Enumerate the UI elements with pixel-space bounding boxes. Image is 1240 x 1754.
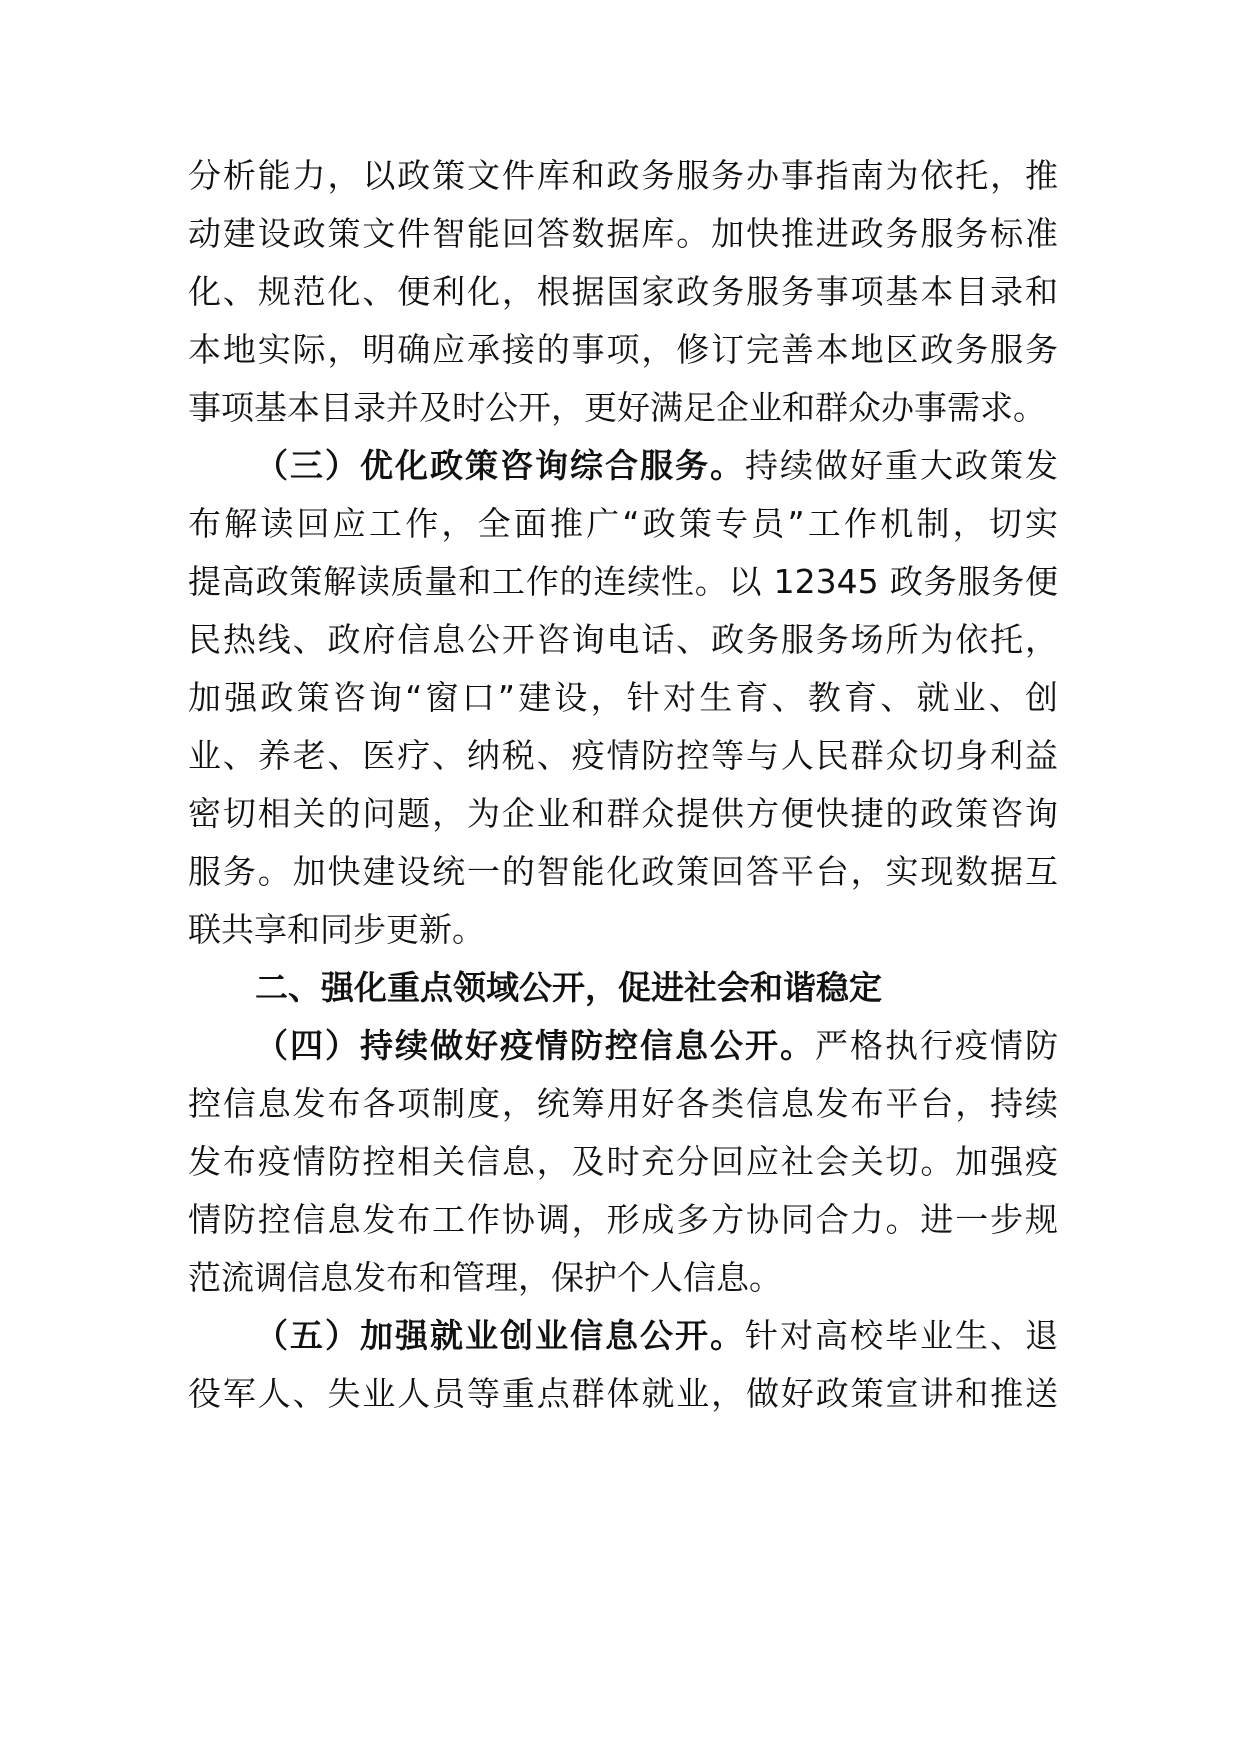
paragraph-line: 分析能力，以政策文件库和政务服务办事指南为依托，推 [188, 156, 1058, 195]
section-3-title: （三）优化政策咨询综合服务。 [255, 446, 745, 485]
paragraph-line: 控信息发布各项制度，统筹用好各类信息发布平台，持续 [188, 1084, 1058, 1123]
section-5-title: （五）加强就业创业信息公开。 [255, 1316, 745, 1355]
paragraph-line: 加强政策咨询“窗口”建设，针对生育、教育、就业、创 [188, 678, 1058, 717]
paragraph-line: 动建设政策文件智能回答数据库。加快推进政务服务标准 [188, 214, 1058, 253]
section-5-first-line-text: 针对高校毕业生、退 [745, 1316, 1058, 1355]
paragraph-line: 情防控信息发布工作协调，形成多方协同合力。进一步规 [188, 1200, 1058, 1239]
paragraph-line: 范流调信息发布和管理，保护个人信息。 [188, 1258, 782, 1297]
section-5-first-line [255, 1304, 1058, 1368]
paragraph-line: 布解读回应工作，全面推广“政策专员”工作机制，切实 [188, 504, 1058, 543]
paragraph-line: 事项基本目录并及时公开，更好满足企业和群众办事需求。 [188, 388, 1046, 427]
section-3-first-line-text: 持续做好重大政策发 [745, 446, 1058, 485]
paragraph-line: 本地实际，明确应承接的事项，修订完善本地区政务服务 [188, 330, 1058, 369]
paragraph-line: 役军人、失业人员等重点群体就业，做好政策宣讲和推送 [188, 1374, 1058, 1413]
section-4-first-line [255, 1014, 1058, 1078]
paragraph-line: 服务。加快建设统一的智能化政策回答平台，实现数据互 [188, 852, 1058, 891]
paragraph-line: 提高政策解读质量和工作的连续性。以 12345 政务服务便 [188, 562, 1058, 601]
section-4-title: （四）持续做好疫情防控信息公开。 [255, 1026, 815, 1065]
section-4-first-line-text: 严格执行疫情防 [815, 1026, 1058, 1065]
paragraph-line: 发布疫情防控相关信息，及时充分回应社会关切。加强疫 [188, 1142, 1058, 1181]
paragraph-line: 密切相关的问题，为企业和群众提供方便快捷的政策咨询 [188, 794, 1058, 833]
section-3-first-line [255, 434, 1058, 498]
paragraph-line: 民热线、政府信息公开咨询电话、政务服务场所为依托， [188, 620, 1058, 659]
section-heading: 二、强化重点领域公开，促进社会和谐稳定 [255, 968, 882, 1007]
paragraph-line: 联共享和同步更新。 [188, 910, 485, 949]
paragraph-line: 业、养老、医疗、纳税、疫情防控等与人民群众切身利益 [188, 736, 1058, 775]
paragraph-line: 化、规范化、便利化，根据国家政务服务事项基本目录和 [188, 272, 1058, 311]
